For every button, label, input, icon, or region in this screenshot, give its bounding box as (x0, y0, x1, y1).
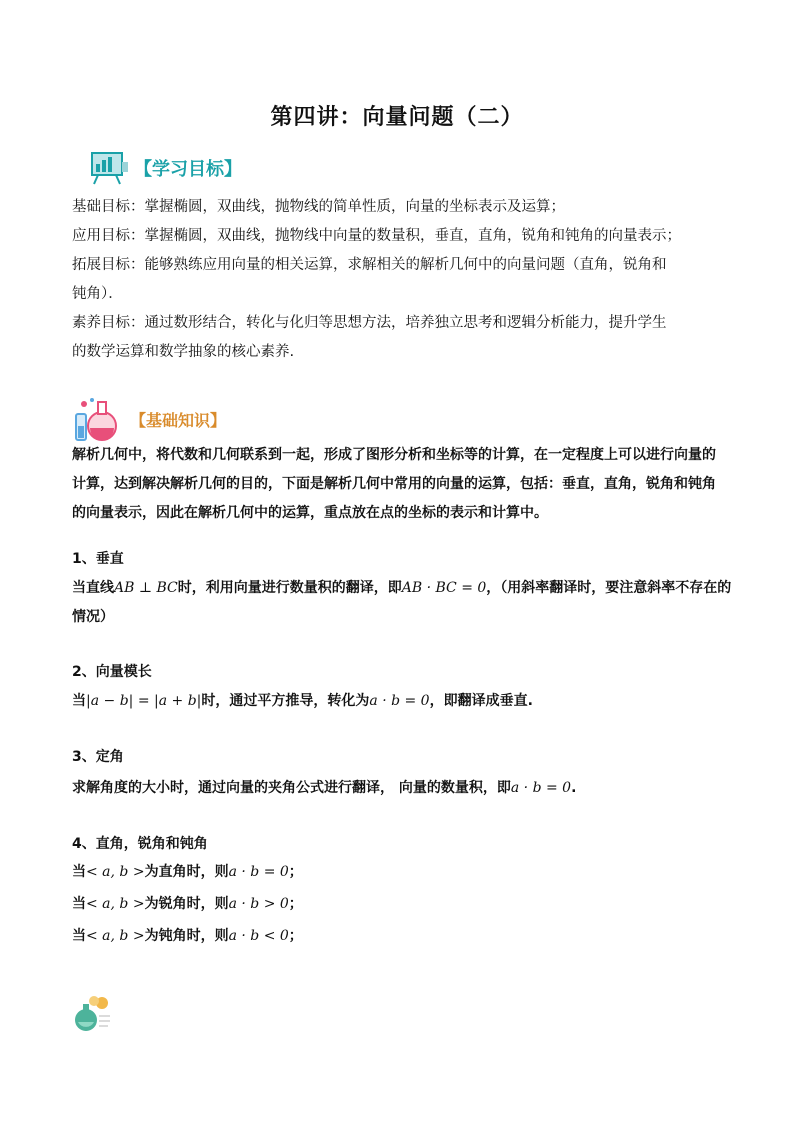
goal-line: 基础目标：掌握椭圆，双曲线，抛物线的简单性质，向量的坐标表示及运算； (72, 199, 565, 215)
item-heading-vector-length: 2、向量模长 (72, 664, 152, 680)
text-fragment: ； (288, 928, 303, 944)
section-label: 【学习目标】 (134, 159, 242, 180)
formula: a · b = 0 (228, 864, 289, 880)
item-line (72, 893, 303, 913)
learning-goals-text (72, 193, 732, 367)
item-line (72, 861, 303, 881)
text-fragment: ； (288, 864, 303, 880)
text-fragment: 当 (72, 928, 86, 944)
section-badge-basic-knowledge (72, 396, 226, 442)
item-line: 情况） (72, 609, 114, 625)
formula: AB ⊥ BC (114, 580, 178, 596)
item-heading-angle-types: 4、直角，锐角和钝角 (72, 836, 208, 852)
text-fragment: 时，利用向量进行数量积的翻译，即 (177, 580, 402, 596)
intro-line: 解析几何中，将代数和几何联系到一起，形成了图形分析和坐标等的计算，在一定程度上可以进行向量的 (72, 447, 716, 463)
formula: AB · BC = 0 (401, 580, 487, 596)
intro-line: 计算，达到解决解析几何的目的，下面是解析几何中常用的向量的运算，包括：垂直，直角，锐角和钝角 (72, 476, 716, 492)
item-line (72, 577, 731, 597)
text-fragment: 时，通过平方推导，转化为 (201, 693, 370, 709)
goal-line: 拓展目标：能够熟练应用向量的相关运算，求解相关的解析几何中的向量问题（直角，锐角和 (72, 257, 667, 273)
presentation-board-icon (88, 150, 130, 186)
text-fragment: ； (288, 896, 303, 912)
text-fragment: . (571, 780, 577, 796)
text-fragment: 为钝角时，则 (144, 928, 229, 944)
item-heading-perpendicular: 1、垂直 (72, 551, 124, 567)
item-line (72, 777, 576, 797)
goal-line: 钝角）． (72, 286, 123, 302)
chemistry-flask-icon (72, 396, 126, 442)
goal-line: 的数学运算和数学抽象的核心素养. (72, 344, 295, 360)
text-fragment: 当 (72, 896, 86, 912)
text-fragment: 为锐角时，则 (144, 896, 229, 912)
section-badge-learning-goals (88, 150, 242, 186)
goal-line: 素养目标：通过数形结合，转化与化归等思想方法，培养独立思考和逻辑分析能力，提升学生 (72, 315, 667, 331)
text-fragment: 求解角度的大小时，通过向量的夹角公式进行翻译， 向量的数量积，即 (72, 780, 511, 796)
formula: |a − b| = |a + b| (86, 693, 202, 709)
text-fragment: ，（用斜率翻译时，要注意斜率不存在的 (486, 580, 732, 596)
potion-bottle-icon (72, 994, 114, 1034)
formula: a · b = 0 (510, 780, 572, 796)
section-label: 【基础知识】 (130, 410, 227, 430)
text-fragment: 当 (72, 864, 86, 880)
intro-line: 的向量表示，因此在解析几何中的运算，重点放在点的坐标的表示和计算中。 (72, 505, 548, 521)
text-fragment: ，即翻译成垂直. (429, 693, 533, 709)
item-heading-fixed-angle: 3、定角 (72, 749, 124, 765)
item-line (72, 925, 303, 945)
formula: a · b < 0 (228, 928, 289, 944)
formula: < a, b > (86, 864, 145, 880)
goal-line: 应用目标：掌握椭圆，双曲线，抛物线中向量的数量积，垂直，直角，锐角和钝角的向量表示； (72, 228, 681, 244)
item-line (72, 690, 533, 710)
formula: < a, b > (86, 928, 145, 944)
text-fragment: 当直线 (72, 580, 114, 596)
formula: < a, b > (86, 896, 145, 912)
formula: a · b > 0 (228, 896, 289, 912)
text-fragment: 为直角时，则 (144, 864, 229, 880)
text-fragment: 当 (72, 693, 86, 709)
page-title: 第四讲：向量问题（二） (270, 105, 524, 130)
formula: a · b = 0 (369, 693, 430, 709)
basic-knowledge-intro (72, 441, 732, 528)
